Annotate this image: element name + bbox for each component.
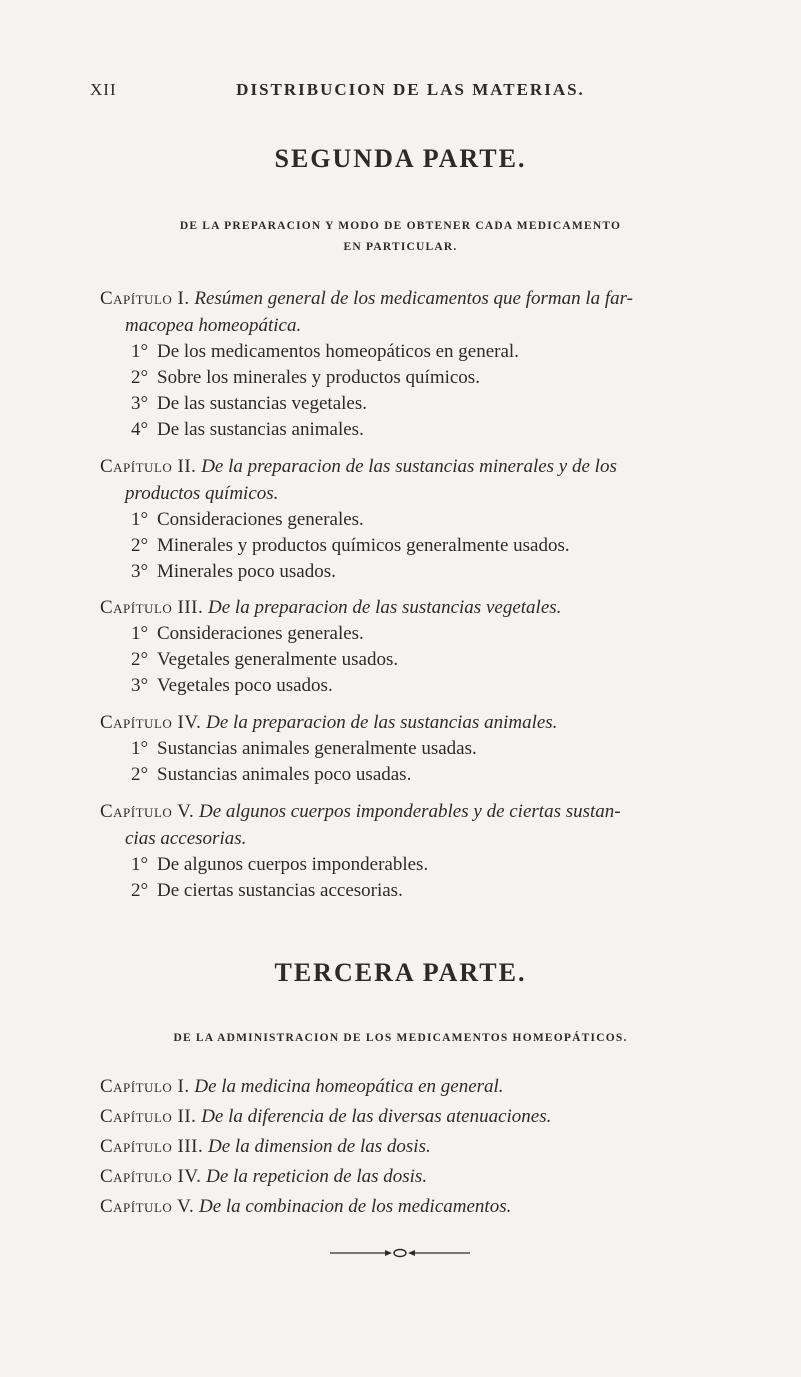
chapter-heading: [100, 1073, 761, 1100]
chapter-label: Capítulo III.: [100, 1136, 204, 1157]
item-number: 1°: [131, 509, 149, 530]
item-number: 4°: [131, 419, 149, 440]
ornament-divider: [330, 1247, 470, 1259]
item-text: De algunos cuerpos imponderables.: [157, 854, 429, 875]
item-text: Vegetales poco usados.: [157, 675, 333, 696]
list-item: [131, 416, 364, 443]
chapter-title: De la repeticion de las dosis.: [206, 1166, 428, 1187]
item-number: 2°: [131, 649, 149, 670]
chapter-title: De la diferencia de las diversas atenuaciones.: [201, 1106, 552, 1127]
chapter-title-continuation: productos químicos.: [125, 483, 279, 504]
item-text: Consideraciones generales.: [157, 623, 364, 644]
list-item: [131, 558, 336, 585]
chapter-title: De la dimension de las dosis.: [208, 1136, 431, 1157]
chapter-title: Resúmen general de los medicamentos que forman la far-: [194, 288, 634, 309]
item-number: 3°: [131, 675, 149, 696]
chapter-title: De la preparacion de las sustancias animales.: [206, 712, 558, 733]
chapter-heading: [100, 453, 761, 507]
running-header: [0, 80, 801, 104]
item-number: 3°: [131, 393, 149, 414]
chapter-title: De la preparacion de las sustancias minerales y de los: [201, 456, 617, 477]
item-text: De los medicamentos homeopáticos en general.: [157, 341, 519, 362]
item-text: Vegetales generalmente usados.: [157, 649, 399, 670]
list-item: [131, 532, 570, 559]
item-text: Sustancias animales poco usadas.: [157, 764, 412, 785]
list-item: [131, 735, 477, 762]
chapter-label: Capítulo III.: [100, 597, 204, 618]
item-text: Consideraciones generales.: [157, 509, 364, 530]
list-item: [131, 761, 411, 788]
list-item: [131, 672, 333, 699]
item-text: Sobre los minerales y productos químicos.: [157, 367, 480, 388]
list-item: [131, 390, 367, 417]
chapter-title: De la medicina homeopática en general.: [194, 1076, 504, 1097]
segunda-parte-subtitle-line2: EN PARTICULAR.: [343, 241, 458, 253]
item-number: 2°: [131, 367, 149, 388]
segunda-parte-title: SEGUNDA PARTE.: [274, 144, 527, 173]
chapter-heading: [100, 798, 761, 852]
list-item: [131, 877, 403, 904]
page-number: XII: [90, 80, 117, 99]
list-item: [131, 851, 428, 878]
item-text: Minerales poco usados.: [157, 561, 336, 582]
chapter-heading: [100, 1193, 761, 1220]
item-number: 2°: [131, 880, 149, 901]
list-item: [131, 338, 519, 365]
chapter-title: De la preparacion de las sustancias vegetales.: [208, 597, 562, 618]
chapter-label: Capítulo V.: [100, 1196, 195, 1217]
running-title: DISTRIBUCION DE LAS MATERIAS.: [236, 80, 585, 99]
item-text: Sustancias animales generalmente usadas.: [157, 738, 477, 759]
item-text: De las sustancias animales.: [157, 419, 364, 440]
chapter-title-continuation: cias accesorias.: [125, 828, 247, 849]
item-text: De las sustancias vegetales.: [157, 393, 367, 414]
chapter-label: Capítulo V.: [100, 801, 195, 822]
chapter-heading: [100, 1133, 761, 1160]
chapter-label: Capítulo IV.: [100, 712, 202, 733]
chapter-heading: [100, 1103, 761, 1130]
tercera-parte-title: TERCERA PARTE.: [274, 958, 527, 987]
chapter-title: De algunos cuerpos imponderables y de ciertas sustan-: [198, 801, 621, 822]
item-text: Minerales y productos químicos generalmente usados.: [157, 535, 570, 556]
tercera-parte-subtitle: DE LA ADMINISTRACION DE LOS MEDICAMENTOS HOMEOPÁTICOS.: [173, 1032, 628, 1044]
chapter-heading: [100, 285, 761, 339]
chapter-label: Capítulo II.: [100, 456, 197, 477]
list-item: [131, 646, 398, 673]
item-number: 2°: [131, 764, 149, 785]
chapter-title: De la combinacion de los medicamentos.: [198, 1196, 512, 1217]
item-number: 1°: [131, 854, 149, 875]
item-text: De ciertas sustancias accesorias.: [157, 880, 403, 901]
chapter-label: Capítulo IV.: [100, 1166, 202, 1187]
list-item: [131, 506, 364, 533]
chapter-label: Capítulo I.: [100, 288, 190, 309]
item-number: 1°: [131, 341, 149, 362]
item-number: 2°: [131, 535, 149, 556]
chapter-heading: [100, 1163, 761, 1190]
list-item: [131, 620, 364, 647]
item-number: 1°: [131, 738, 149, 759]
chapter-label: Capítulo II.: [100, 1106, 197, 1127]
chapter-title-continuation: macopea homeopática.: [125, 315, 302, 336]
chapter-heading: [100, 594, 761, 621]
chapter-label: Capítulo I.: [100, 1076, 190, 1097]
item-number: 1°: [131, 623, 149, 644]
item-number: 3°: [131, 561, 149, 582]
segunda-parte-subtitle-line1: DE LA PREPARACION Y MODO DE OBTENER CADA MEDICAMENTO: [179, 220, 622, 232]
chapter-heading: [100, 709, 761, 736]
list-item: [131, 364, 480, 391]
